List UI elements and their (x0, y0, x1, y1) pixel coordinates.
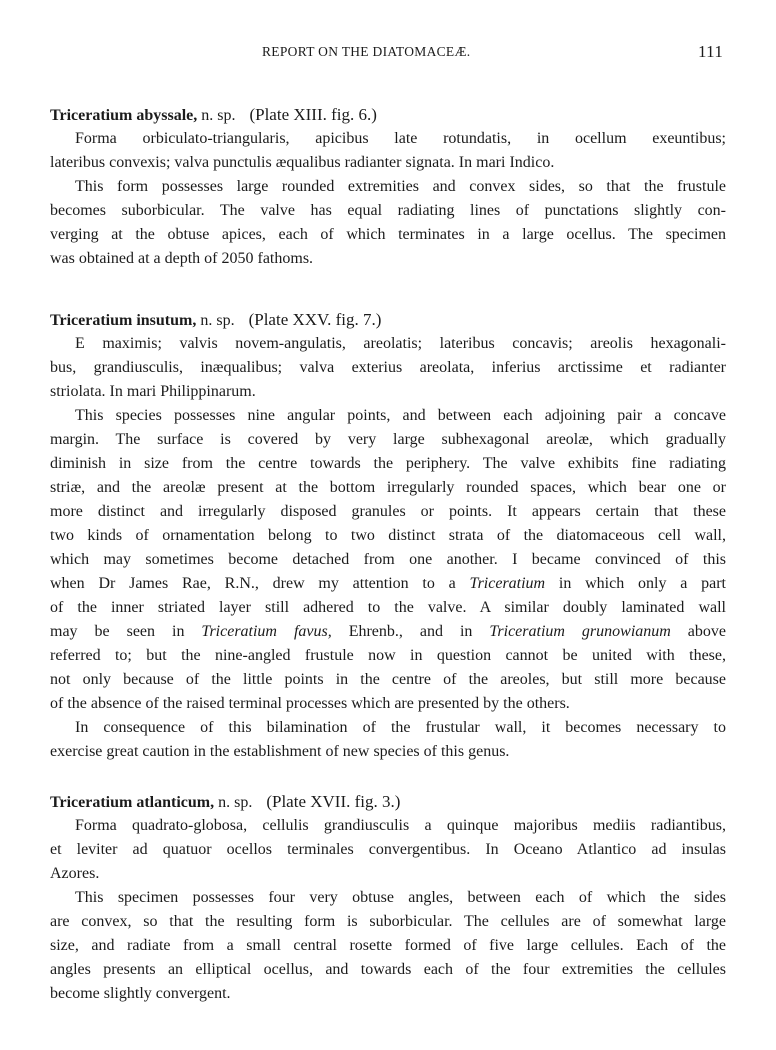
text-line: verging at the obtuse apices, each of which terminates in a large ocellus. The specimen (50, 226, 726, 243)
section-triceratium-insutum (50, 308, 726, 764)
text-line: exercise great caution in the establishment of new species of this genus. (50, 743, 510, 760)
species-status: n. sp. (200, 312, 235, 329)
text-line: two kinds of ornamentation belong to two distinct strata of the diatomaceous cell wall, (50, 527, 726, 544)
paragraph (50, 886, 726, 1006)
paragraph (50, 716, 726, 764)
text-line: not only because of the little points in the centre of the areoles, but still more because (50, 671, 726, 688)
text-line: margin. The surface is covered by very large subhexagonal areolæ, which gradually (50, 431, 726, 448)
text-line: of the inner striated layer still adhered to the valve. A similar doubly laminated wall (50, 599, 726, 616)
text-line: This form possesses large rounded extremities and convex sides, so that the frustule (75, 178, 726, 195)
text-segment: above (670, 623, 726, 640)
species-heading (50, 308, 726, 332)
text-line (50, 572, 726, 596)
paragraph (50, 127, 726, 175)
plate-reference: (Plate XVII. fig. 3.) (266, 792, 401, 811)
italic-taxon: Triceratium grunowianum (489, 623, 671, 640)
plate-reference: (Plate XXV. fig. 7.) (248, 310, 382, 329)
text-line: more distinct and irregularly disposed granules or points. It appears certain that these (50, 503, 726, 520)
species-name: Triceratium abyssale, (50, 107, 198, 124)
text-line: was obtained at a depth of 2050 fathoms. (50, 250, 314, 267)
species-name: Triceratium insutum, (50, 312, 197, 329)
text-line: Azores. (50, 865, 100, 882)
text-line: striolata. In mari Philippinarum. (50, 383, 256, 400)
text-line: referred to; but the nine-angled frustule now in question cannot be united with these, (50, 647, 726, 664)
page-number: 111 (698, 42, 724, 61)
text-line: diminish in size from the centre towards the periphery. The valve exhibits fine radiating (50, 455, 726, 472)
paragraph (50, 404, 726, 716)
paragraph (50, 332, 726, 404)
text-line: of the absence of the raised terminal processes which are presented by the others. (50, 695, 570, 712)
text-line: which may sometimes become detached from one another. I became convinced of this (50, 551, 726, 568)
text-line: This specimen possesses four very obtuse angles, between each of which the sides (75, 889, 726, 906)
text-line: E maximis; valvis novem-angulatis, areolatis; lateribus concavis; areolis hexagonali- (75, 335, 726, 352)
italic-taxon: Triceratium (469, 575, 546, 592)
text-line: Forma orbiculato-triangularis, apicibus late rotundatis, in ocellum exeuntibus; (75, 130, 726, 147)
text-line: are convex, so that the resulting form is suborbicular. The cellules are of somewhat large (50, 913, 726, 930)
text-segment: Ehrenb., and in (331, 623, 490, 640)
text-line: lateribus convexis; valva punctulis æqualibus radianter signata. In mari Indico. (50, 154, 555, 171)
section-triceratium-abyssale (50, 103, 726, 271)
paragraph (50, 175, 726, 271)
running-head: REPORT ON THE DIATOMACEÆ. (262, 44, 471, 59)
species-name: Triceratium atlanticum, (50, 794, 215, 811)
text-line: In consequence of this bilamination of the frustular wall, it becomes necessary to (75, 719, 726, 736)
species-heading (50, 103, 726, 127)
text-line: et leviter ad quatuor ocellos terminales convergentibus. In Oceano Atlantico ad insulas (50, 841, 726, 858)
text-line: size, and radiate from a small central rosette formed of five large cellules. Each of the (50, 937, 726, 954)
text-line: Forma quadrato-globosa, cellulis grandiusculis a quinque majoribus mediis radiantibus, (75, 817, 726, 834)
text-segment: in which only a part (545, 575, 726, 592)
text-segment: when Dr James Rae, R.N., drew my attention to a (50, 575, 470, 592)
text-line: bus, grandiusculis, inæqualibus; valva exterius areolata, inferius arctissime et radianter (50, 359, 726, 376)
text-line: becomes suborbicular. The valve has equal radiating lines of punctations slightly con- (50, 202, 726, 219)
text-line: striæ, and the areolæ present at the bottom irregularly rounded spaces, which bear one or (50, 479, 726, 496)
text-line: This species possesses nine angular points, and between each adjoining pair a concave (75, 407, 726, 424)
italic-taxon: Triceratium favus, (201, 623, 332, 640)
text-line (50, 620, 726, 644)
species-heading (50, 790, 726, 814)
section-triceratium-atlanticum (50, 790, 726, 1006)
text-line: become slightly convergent. (50, 985, 231, 1002)
species-status: n. sp. (201, 107, 236, 124)
species-status: n. sp. (218, 794, 253, 811)
text-line: angles presents an elliptical ocellus, and towards each of the four extremities the cellules (50, 961, 726, 978)
paragraph (50, 814, 726, 886)
plate-reference: (Plate XIII. fig. 6.) (249, 105, 377, 124)
text-segment: may be seen in (50, 623, 202, 640)
